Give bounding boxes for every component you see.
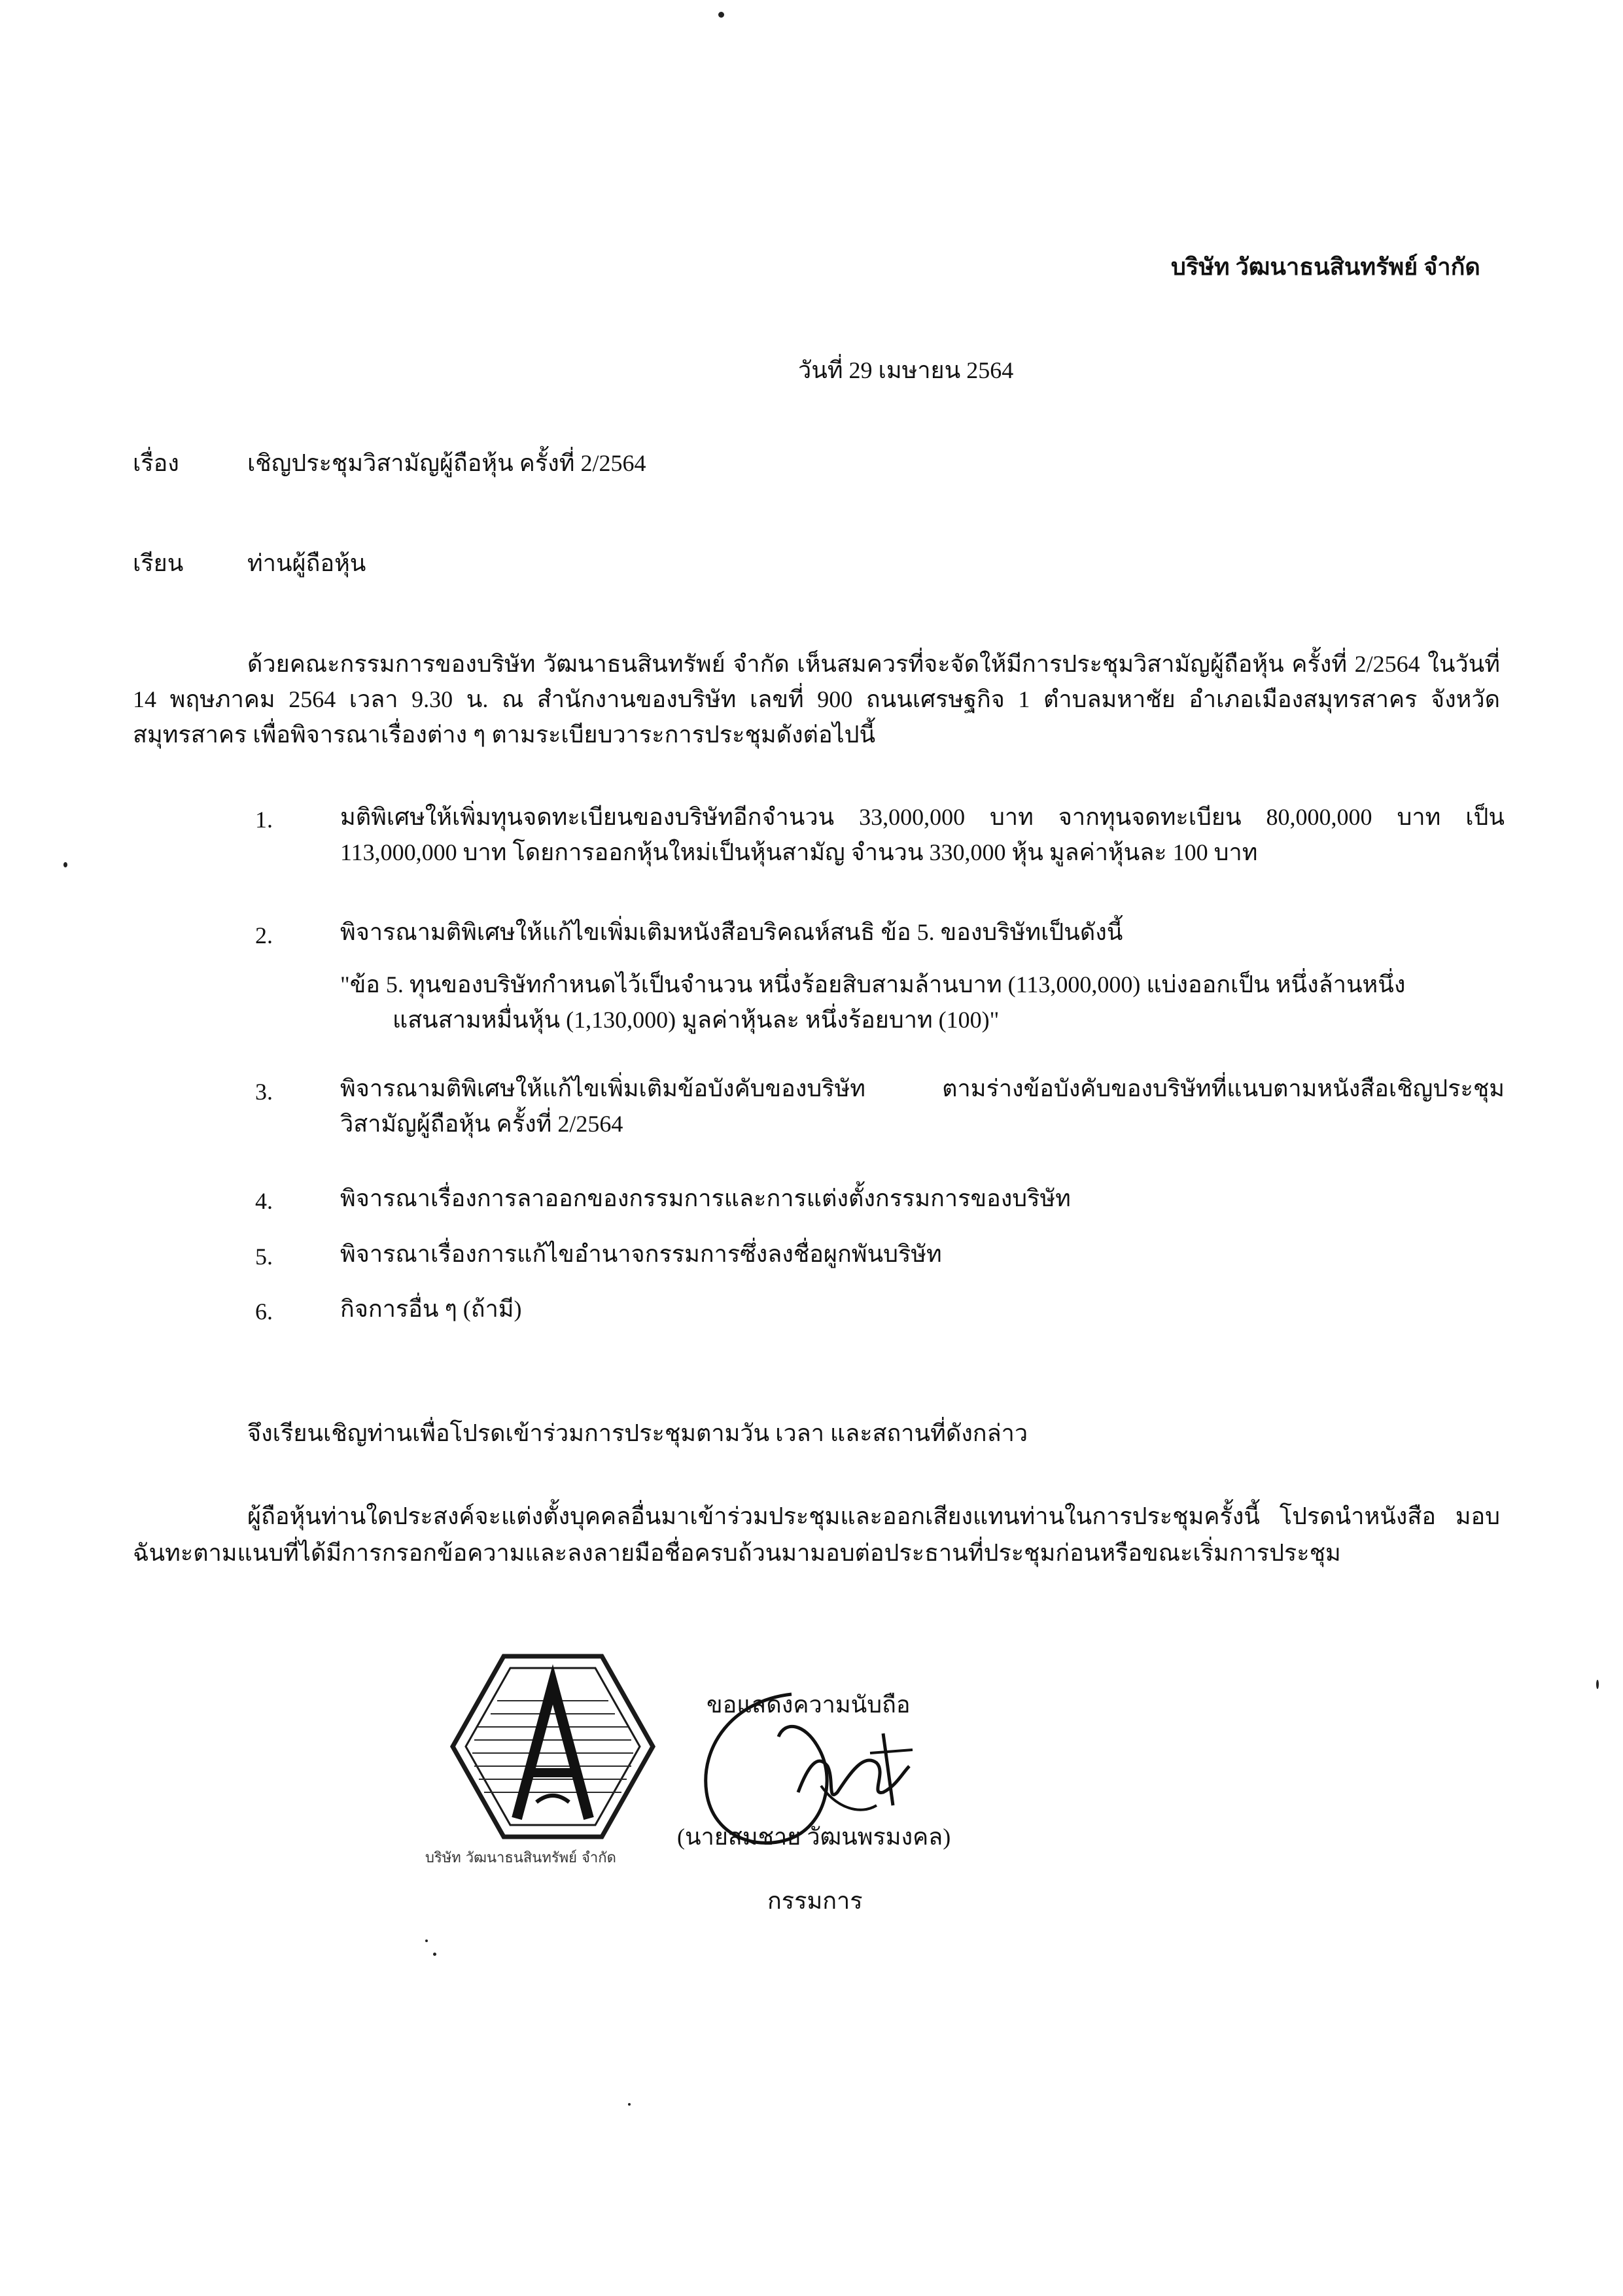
- agenda-number-4: 4.: [255, 1188, 273, 1214]
- agenda-item-2-quote: [340, 967, 1505, 1037]
- scan-speck: [718, 12, 724, 18]
- company-seal-icon: [445, 1648, 661, 1845]
- signer-name: (นายสมชาย วัฒนพรมงคล): [677, 1824, 951, 1850]
- recipient-text: ท่านผู้ถือหุ้น: [247, 550, 366, 576]
- agenda-number-6: 6.: [255, 1298, 273, 1325]
- quote-line-1: "ข้อ 5. ทุนของบริษัทกำหนดไว้เป็นจำนวน หนึ่งร้อยสิบสามล้านบาท (113,000,000) แบ่งออกเป็น หนึ่งล้านหนึ่ง: [340, 971, 1406, 998]
- signer-position: กรรมการ: [767, 1888, 863, 1914]
- company-name-header: บริษัท วัฒนาธนสินทรัพย์ จำกัด: [1171, 254, 1480, 280]
- scan-speck: [1596, 1680, 1599, 1689]
- agenda-item-3: พิจารณามติพิเศษให้แก้ไขเพิ่มเติมข้อบังคับของบริษัท ตามร่างข้อบังคับของบริษัทที่แนบตามหนังสือเชิญประชุม วิสามัญผู้ถือหุ้น ครั้งที่ 2/2564: [340, 1075, 1505, 1137]
- recipient-label: เรียน: [133, 550, 184, 576]
- scan-speck: [433, 1953, 436, 1956]
- stamp-caption: บริษัท วัฒนาธนสินทรัพย์ จำกัด: [425, 1850, 616, 1866]
- agenda-item-1: มติพิเศษให้เพิ่มทุนจดทะเบียนของบริษัทอีกจำนวน 33,000,000 บาท จากทุนจดทะเบียน 80,000,000 บาท เป็น 113,000,000 บาท โดยการออกหุ้นใหม่เป็นหุ้นสามัญ จำนวน 330,000 หุ้น มูลค่าหุ้นละ 100 บาท: [340, 804, 1505, 865]
- subject-label: เรื่อง: [133, 450, 179, 476]
- agenda-item-5: พิจารณาเรื่องการแก้ไขอำนาจกรรมการซึ่งลงชื่อผูกพันบริษัท: [340, 1241, 942, 1267]
- agenda-number-3: 3.: [255, 1079, 273, 1105]
- letter-date: วันที่ 29 เมษายน 2564: [798, 357, 1014, 383]
- intro-paragraph: ด้วยคณะกรรมการของบริษัท วัฒนาธนสินทรัพย์ จำกัด เห็นสมควรที่จะจัดให้มีการประชุมวิสามัญผู้ถือหุ้น ครั้งที่ 2/2564 ในวันที่ 14 พฤษภาคม 2564 เวลา 9.30 น. ณ สำนักงานของบริษัท เลขที่ 900 ถนนเศรษฐกิจ 1 ตำบลมหาชัย อำเภอเมืองสมุทรสาคร จังหวัดสมุทรสาคร เพื่อพิจารณาเรื่องต่าง ๆ ตามระเบียบวาระการประชุมดังต่อไปนี้: [133, 651, 1500, 748]
- agenda-item-2: พิจารณามติพิเศษให้แก้ไขเพิ่มเติมหนังสือบริคณห์สนธิ ข้อ 5. ของบริษัทเป็นดังนี้: [340, 919, 1123, 945]
- scan-speck: [628, 2103, 631, 2106]
- scan-speck: [425, 1939, 428, 1942]
- closing-regards: ขอแสดงความนับถือ: [707, 1692, 911, 1718]
- agenda-number-1: 1.: [255, 807, 273, 833]
- quote-line-2: แสนสามหมื่นหุ้น (1,130,000) มูลค่าหุ้นละ หนึ่งร้อยบาท (100)": [393, 1007, 1000, 1033]
- agenda-number-5: 5.: [255, 1244, 273, 1270]
- closing-invitation: จึงเรียนเชิญท่านเพื่อโปรดเข้าร่วมการประชุมตามวัน เวลา และสถานที่ดังกล่าว: [247, 1420, 1028, 1446]
- agenda-item-4: พิจารณาเรื่องการลาออกของกรรมการและการแต่งตั้งกรรมการของบริษัท: [340, 1185, 1071, 1211]
- subject-text: เชิญประชุมวิสามัญผู้ถือหุ้น ครั้งที่ 2/2564: [247, 450, 646, 476]
- agenda-item-6: กิจการอื่น ๆ (ถ้ามี): [340, 1296, 522, 1322]
- proxy-paragraph: ผู้ถือหุ้นท่านใดประสงค์จะแต่งตั้งบุคคลอื่นมาเข้าร่วมประชุมและออกเสียงแทนท่านในการประชุมครั้งนี้ โปรดนำหนังสือ มอบฉันทะตามแนบที่ได้มีการกรอกข้อความและลงลายมือชื่อครบถ้วนมามอบต่อประธานที่ประชุมก่อนหรือขณะเริ่มการประชุม: [133, 1503, 1500, 1566]
- agenda-number-2: 2.: [255, 922, 273, 948]
- scan-speck: [63, 862, 67, 867]
